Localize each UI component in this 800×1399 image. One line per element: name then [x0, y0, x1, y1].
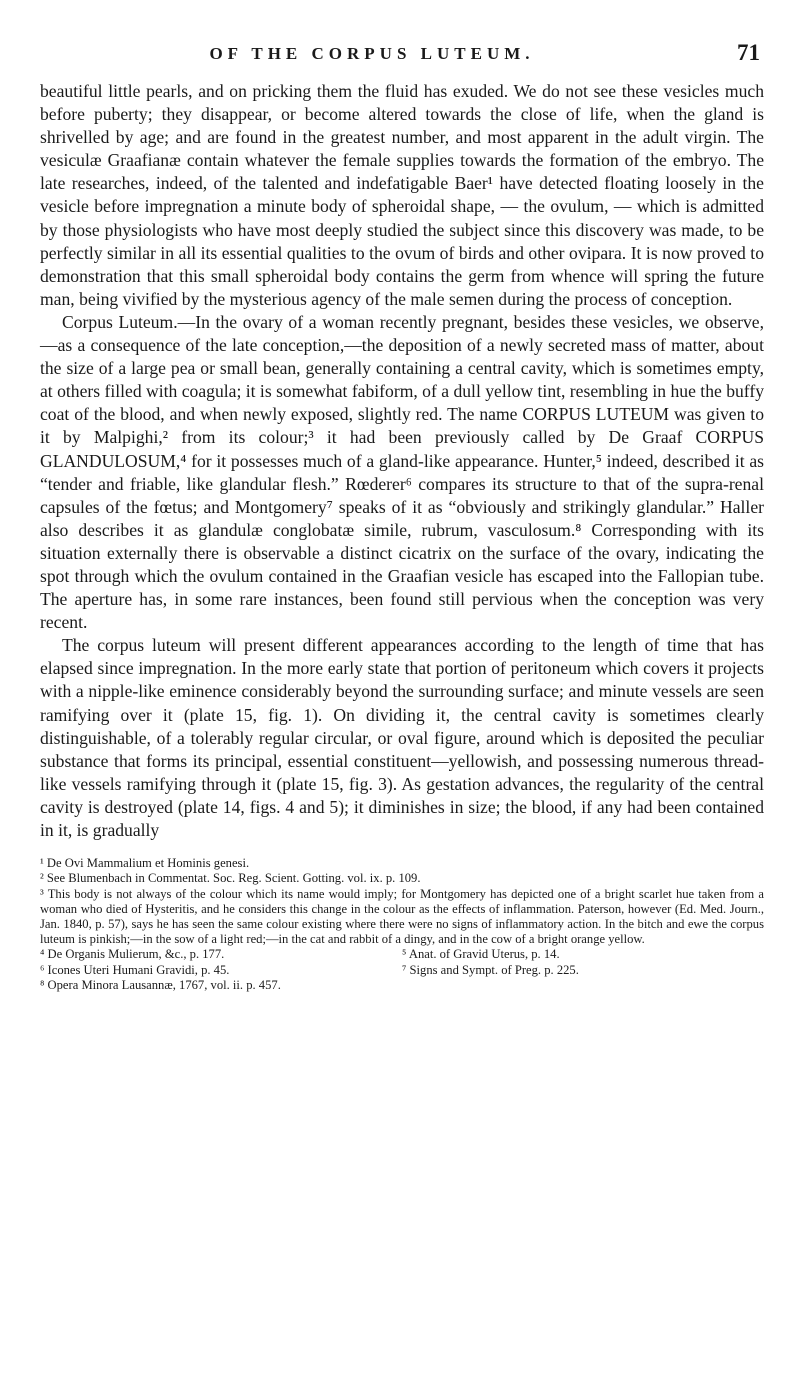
footnotes	[40, 856, 764, 993]
paragraph-ovulum: beautiful little pearls, and on pricking them the fluid has exuded. We do not see these vesicles much before puberty; they disappear, or become altered towards the close of life, when the gland is shrivelled by age; and are found in the greatest number, and most apparent in the adult virgin. The vesiculæ Graafianæ contain whatever the female supplies towards the formation of the embryo. The late researches, indeed, of the talented and indefatigable Baer¹ have detected floating loosely in the vesicle before impregnation a minute body of spheroidal shape, — the ovulum, — which is admitted by those physiologists who have most deeply studied the subject since this discovery was made, to be perfectly similar in all its essential qualities to the ovum of birds and other ovipara. It is now proved to demonstration that this small spheroidal body contains the germ from whence will spring the future man, being vivified by the mysterious agency of the male semen during the process of conception.	[40, 81, 764, 309]
running-head: OF THE CORPUS LUTEUM.	[209, 44, 535, 63]
page-header	[40, 40, 764, 80]
paragraph-corpus-luteum: Corpus Luteum.—In the ovary of a woman recently pregnant, besides these vesicles, we observe,—as a consequence of the late conception,—the deposition of a newly secreted mass of matter, about the size of a large pea or small bean, generally containing a central cavity, which is sometimes empty, at others filled with coagula; it is somewhat fabiform, of a dull yellow tint, resembling in hue the buffy coat of the blood, and when newly exposed, slightly red. The name CORPUS LUTEUM was given to it by Malpighi,² from its colour;³ it had been previously called by De Graaf CORPUS GLANDULOSUM,⁴ for it possesses much of a gland-like appearance. Hunter,⁵ indeed, described it as “tender and friable, like glandular flesh.” Rœderer⁶ compares its structure to that of the supra-renal capsules of the fœtus; and Montgomery⁷ speaks of it as “obviously and strikingly glandular.” Haller also describes it as glandulæ conglobatæ simile, rubrum, vasculosum.⁸ Corresponding with its situation externally there is observable a distinct cicatrix on the surface of the ovary, indicating the spot through which the ovulum contained in the Graafian vesicle has escaped into the Fallopian tube. The aperture has, in some rare instances, been found still pervious when the conception was very recent.	[40, 311, 764, 633]
footnote-3: ³ This body is not always of the colour which its name would imply; for Montgomery has depicted one of a bright scarlet hue taken from a woman who died of Hysteritis, and he considers this change in the colour as the effects of inflammation. Paterson, however (Ed. Med. Journ., Jan. 1840, p. 57), says he has seen the same colour existing where there were no signs of inflammatory action. In the bitch and ewe the corpus luteum is pinkish;—in the sow of a light red;—in the cat and rabbit of a dingy, and in the cow of a bright orange yellow.	[40, 886, 764, 947]
footnote-row	[40, 947, 764, 962]
paragraph-appearances: The corpus luteum will present different appearances according to the length of time that has elapsed since impregnation. In the more early state that portion of peritoneum which covers it projects with a nipple-like eminence considerably beyond the surrounding surface; and minute vessels are seen ramifying over it (plate 15, fig. 1). On dividing it, the central cavity is sometimes clearly distinguishable, of a tolerably regular circular, or oval figure, around which is deposited the peculiar substance that forms its principal, essential constituent—yellowish, and possessing numerous thread-like vessels ramifying through it (plate 15, fig. 3). As gestation advances, the regularity of the central cavity is destroyed (plate 14, figs. 4 and 5); it diminishes in size; the blood, if any had been contained in it, is gradually	[40, 635, 764, 840]
footnote-6: ⁶ Icones Uteri Humani Gravidi, p. 45.	[40, 962, 230, 977]
footnote-8: ⁸ Opera Minora Lausannæ, 1767, vol. ii. p. 457.	[40, 977, 281, 992]
footnote-2: ² See Blumenbach in Commentat. Soc. Reg. Scient. Gotting. vol. ix. p. 109.	[40, 871, 421, 886]
footnote-5: ⁵ Anat. of Gravid Uterus, p. 14.	[402, 947, 560, 962]
page-number: 71	[737, 40, 760, 65]
footnote-row	[40, 963, 764, 978]
book-page	[40, 0, 764, 993]
footnote-7: ⁷ Signs and Sympt. of Preg. p. 225.	[402, 962, 579, 977]
footnote-4: ⁴ De Organis Mulierum, &c., p. 177.	[40, 947, 225, 962]
body-text	[40, 80, 764, 842]
footnote-1: ¹ De Ovi Mammalium et Hominis genesi.	[40, 856, 250, 871]
